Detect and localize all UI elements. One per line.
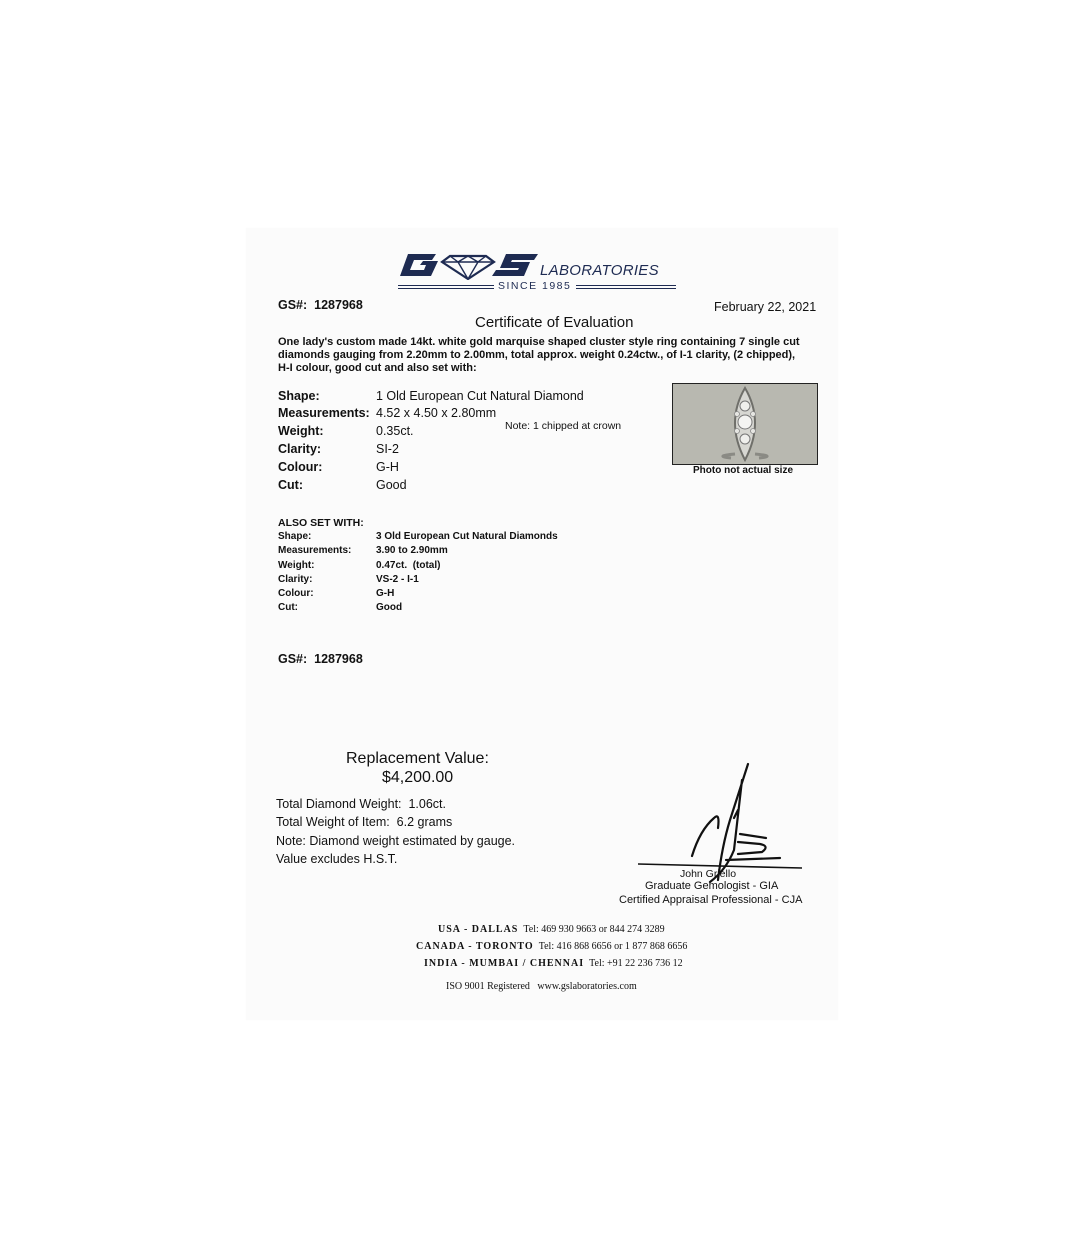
- footer-usa: [438, 924, 665, 935]
- shape-label: Shape:: [278, 389, 320, 403]
- gs-number-top: [278, 298, 363, 312]
- photo-caption: Photo not actual size: [693, 465, 794, 476]
- colour-label: Colour:: [278, 460, 323, 474]
- shape-value: 1 Old European Cut Natural Diamond: [376, 389, 584, 403]
- since-text: SINCE 1985: [498, 280, 572, 292]
- clarity-value: SI-2: [376, 442, 399, 456]
- description-line-2: diamonds gauging from 2.20mm to 2.00mm, total approx. weight 0.24ctw., of I-1 clarity, (2 chipped),: [278, 349, 796, 361]
- marquise-ring-icon: [673, 384, 817, 464]
- certificate-title: Certificate of Evaluation: [475, 314, 634, 331]
- weight-label: Weight:: [278, 424, 324, 438]
- footer-canada-tel: Tel: 416 868 6656 or 1 877 868 6656: [538, 941, 688, 952]
- gs-label: GS#:: [278, 298, 308, 312]
- weight-note: Note: Diamond weight estimated by gauge.: [276, 834, 516, 848]
- also-cut-value: Good: [376, 602, 403, 613]
- total-item-weight: Total Weight of Item: 6.2 grams: [276, 815, 453, 829]
- cut-label: Cut:: [278, 478, 303, 492]
- footer-usa-location: USA - DALLAS: [438, 924, 519, 935]
- footer-iso: ISO 9001 Registered: [446, 981, 530, 992]
- also-set-heading: ALSO SET WITH:: [278, 517, 364, 529]
- also-weight-label: Weight:: [278, 560, 315, 571]
- footer-registration: [446, 981, 637, 992]
- also-colour-value: G-H: [376, 588, 395, 599]
- gs-number-bottom: GS#: 1287968: [278, 652, 363, 666]
- also-weight-value: 0.47ct. (total): [376, 560, 441, 571]
- also-cut-label: Cut:: [278, 602, 298, 613]
- chip-note: Note: 1 chipped at crown: [505, 420, 622, 432]
- colour-value: G-H: [376, 460, 399, 474]
- also-clarity-label: Clarity:: [278, 574, 313, 585]
- clarity-label: Clarity:: [278, 442, 322, 456]
- also-measurements-label: Measurements:: [278, 545, 352, 556]
- description-line-1: One lady's custom made 14kt. white gold marquise shaped cluster style ring containing 7 single cut: [278, 336, 800, 348]
- gs-number: 1287968: [314, 298, 363, 312]
- also-clarity-value: VS-2 - I-1: [376, 574, 419, 585]
- measurements-value: 4.52 x 4.50 x 2.80mm: [376, 406, 497, 420]
- weight-value: 0.35ct.: [376, 424, 414, 438]
- gs-diamond-logo-icon: [398, 250, 540, 280]
- logo-laboratories-text: LABORATORIES: [540, 262, 659, 279]
- footer-website-link[interactable]: www.gslaboratories.com: [537, 981, 637, 992]
- cut-value: Good: [376, 478, 407, 492]
- footer-india-tel: Tel: +91 22 236 736 12: [589, 958, 683, 969]
- also-colour-label: Colour:: [278, 588, 314, 599]
- ring-photo: [672, 383, 818, 465]
- replacement-value: $4,200.00: [382, 769, 454, 786]
- total-diamond-weight: Total Diamond Weight: 1.06ct.: [276, 797, 446, 811]
- hst-note: Value excludes H.S.T.: [276, 852, 398, 866]
- replacement-value-label: Replacement Value:: [346, 750, 489, 767]
- signer-credential-cja: Certified Appraisal Professional - CJA: [619, 894, 803, 906]
- footer-usa-tel: Tel: 469 930 9663 or 844 274 3289: [523, 924, 665, 935]
- footer-india-location: INDIA - MUMBAI / CHENNAI: [424, 958, 585, 969]
- description-line-3: H-I colour, good cut and also set with:: [278, 362, 477, 374]
- footer-canada: [416, 941, 687, 952]
- footer-canada-location: CANADA - TORONTO: [416, 941, 534, 952]
- also-shape-value: 3 Old European Cut Natural Diamonds: [376, 531, 558, 542]
- certificate-date: February 22, 2021: [714, 300, 817, 314]
- footer-india: [424, 958, 683, 969]
- gs-logo: [398, 250, 688, 296]
- also-shape-label: Shape:: [278, 531, 312, 542]
- also-measurements-value: 3.90 to 2.90mm: [376, 545, 448, 556]
- signer-credential-gia: Graduate Gemologist - GIA: [645, 880, 779, 892]
- measurements-label: Measurements:: [278, 406, 370, 420]
- signer-name: John Griello: [680, 868, 737, 880]
